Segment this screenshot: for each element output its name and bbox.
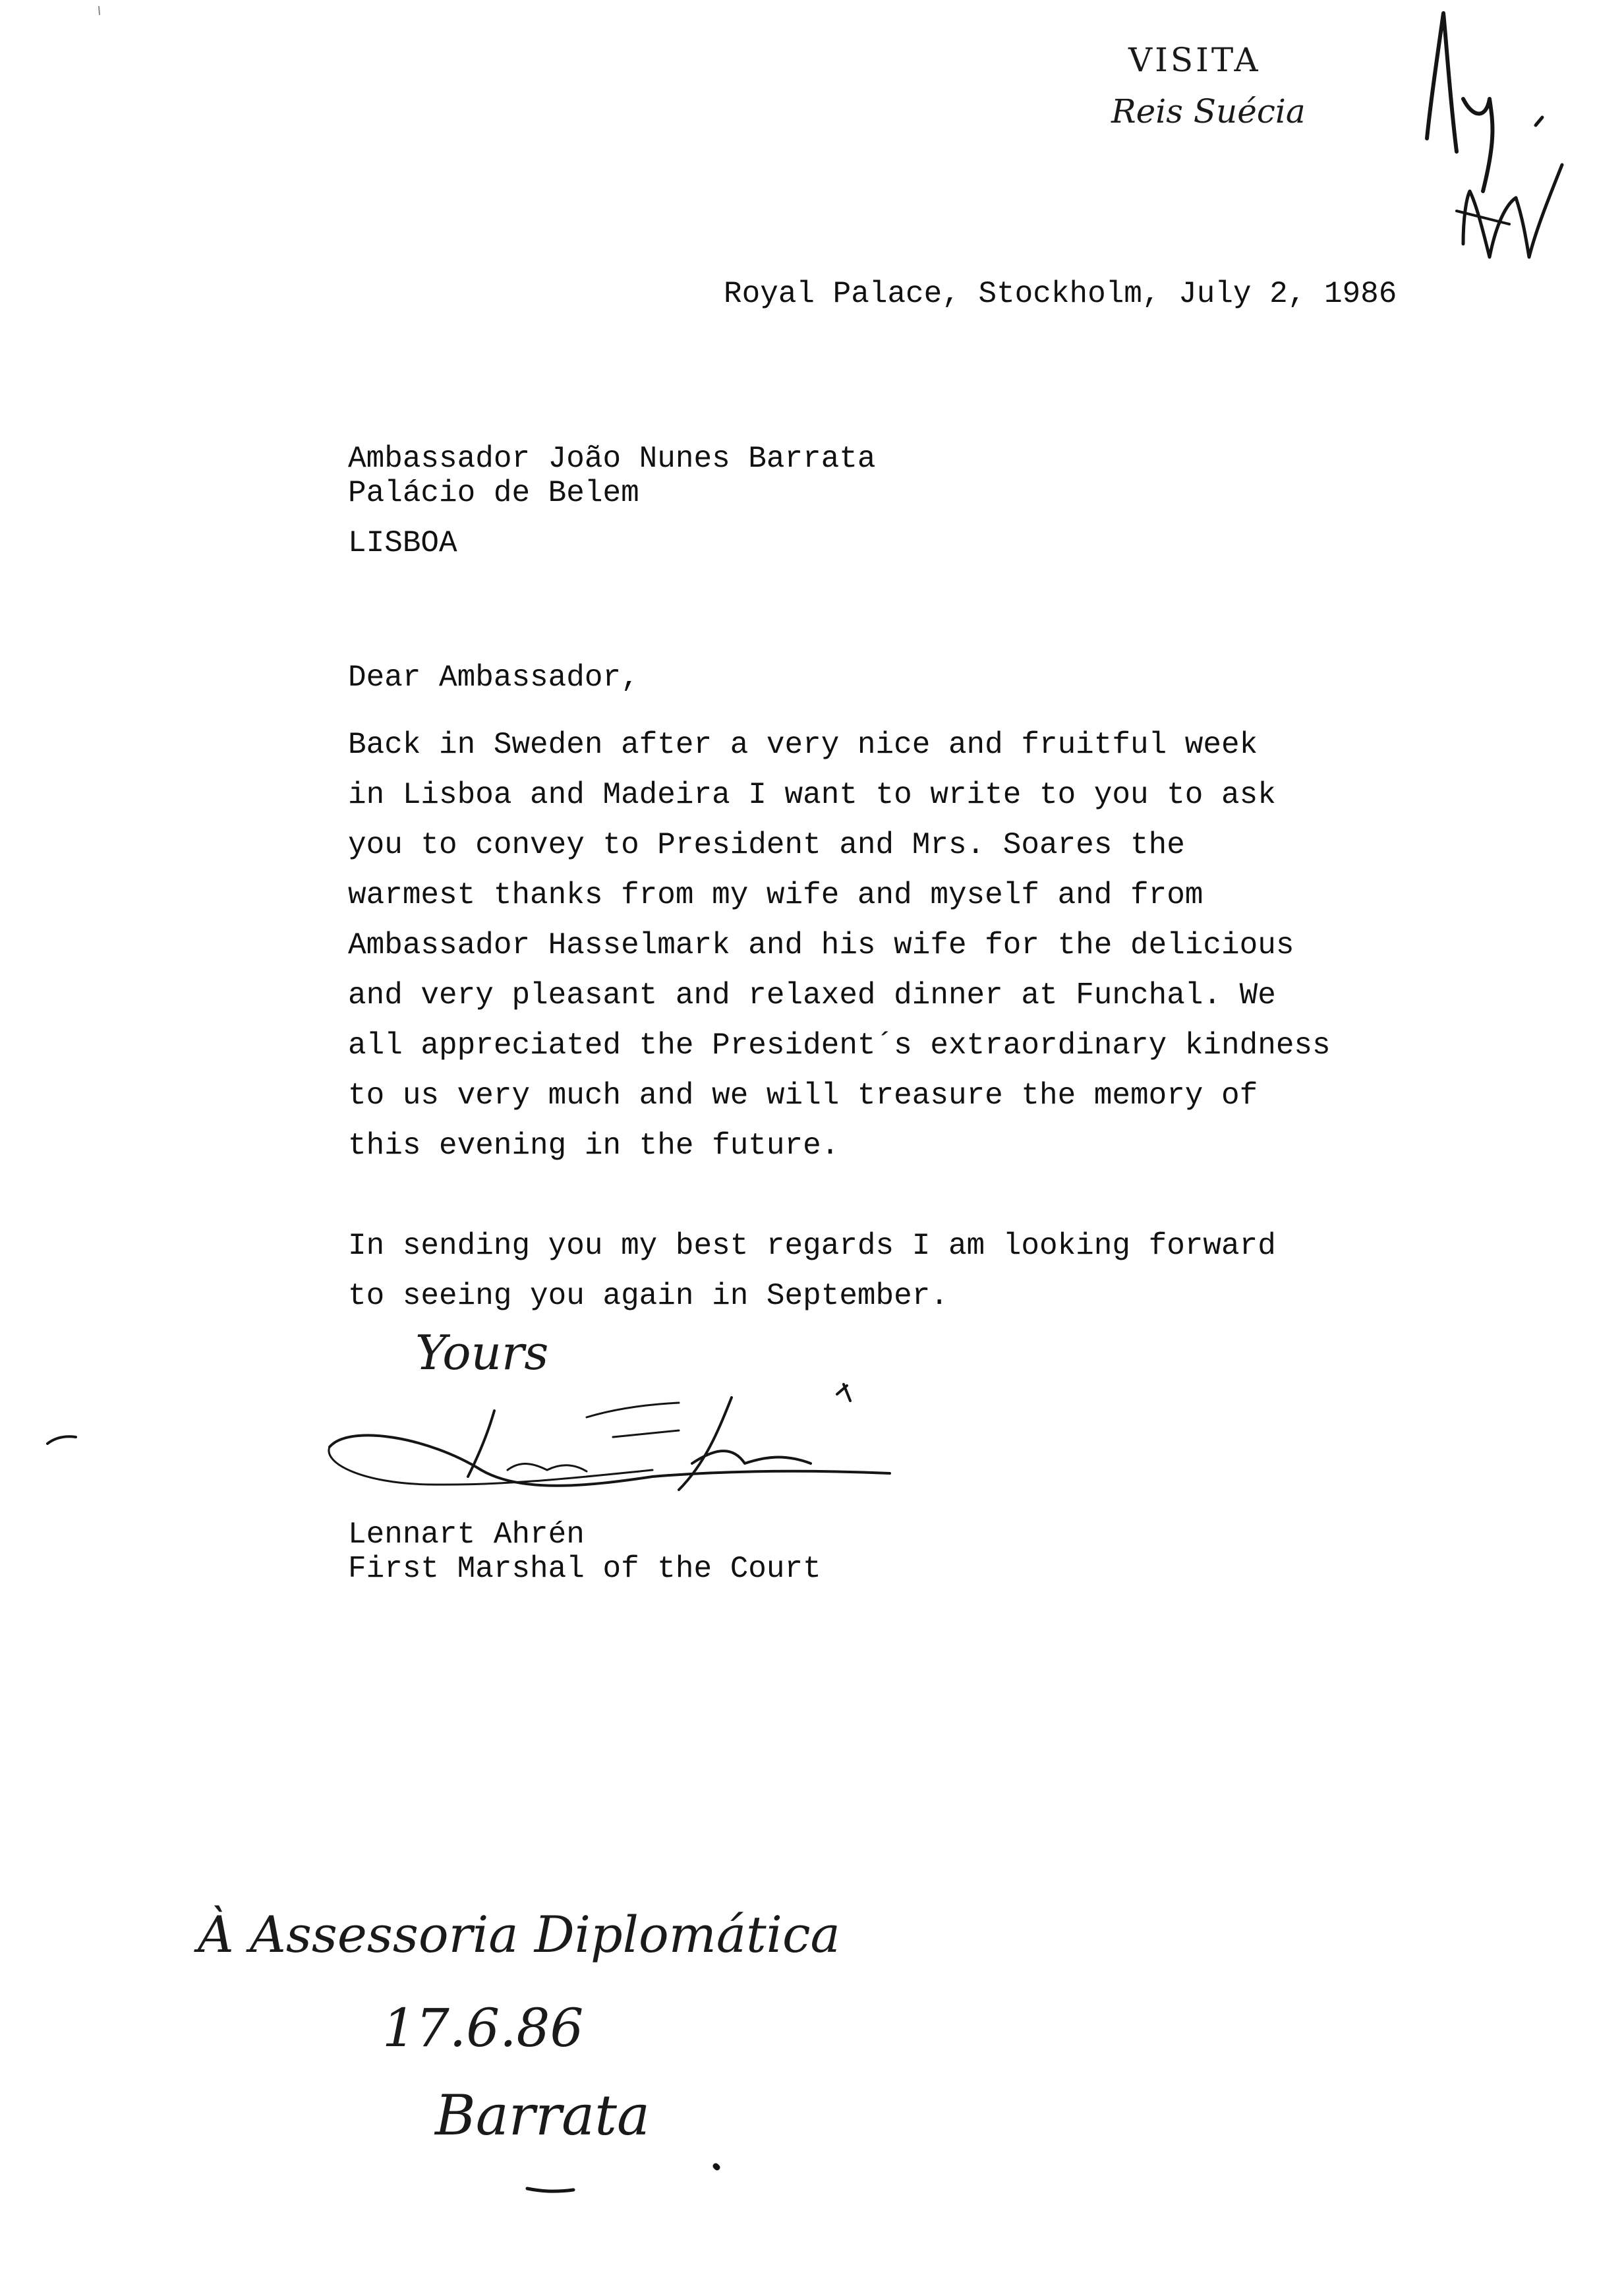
handwritten-note-reis-suecia: Reis Suécia (1111, 92, 1306, 131)
recipient-address: Palácio de Belem (348, 476, 639, 510)
body-line: this evening in the future. (348, 1129, 840, 1163)
handwritten-note-assessoria: À Assessoria Diplomática (198, 1905, 840, 1964)
body-line: you to convey to President and Mrs. Soares the (348, 828, 1185, 862)
body-line: warmest thanks from my wife and myself and from (348, 878, 1204, 912)
body-line: all appreciated the President´s extraordinary kindness (348, 1028, 1331, 1063)
body-line: Ambassador Hasselmark and his wife for the delicious (348, 928, 1294, 962)
handwritten-note-visita: VISITA (1128, 41, 1261, 79)
body-line: Back in Sweden after a very nice and fruitful week (348, 728, 1258, 762)
handwritten-note-date: 17.6.86 (382, 1997, 584, 2059)
body-line: In sending you my best regards I am looking forward (348, 1229, 1276, 1263)
body-line: and very pleasant and relaxed dinner at Funchal. We (348, 978, 1276, 1013)
signature (310, 1371, 903, 1523)
signatory-title: First Marshal of the Court (348, 1552, 821, 1586)
recipient-city: LISBOA (348, 526, 457, 560)
handwritten-closing: Yours (415, 1325, 549, 1380)
signatory-name: Lennart Ahrén (348, 1517, 585, 1552)
handwritten-underline-and-dot (514, 2129, 738, 2202)
body-line: to seeing you again in September. (348, 1279, 948, 1313)
handwritten-note-signature-barrata: Barrata (435, 2083, 651, 2148)
body-line: in Lisboa and Madeira I want to write to you to ask (348, 778, 1276, 812)
body-line: to us very much and we will treasure the memory of (348, 1078, 1258, 1113)
salutation: Dear Ambassador, (348, 661, 639, 695)
recipient-name: Ambassador João Nunes Barrata (348, 442, 876, 476)
scan-marks (0, 0, 132, 1516)
dateline: Royal Palace, Stockholm, July 2, 1986 (724, 277, 1397, 311)
handwritten-initials-top-right (1417, 7, 1575, 283)
